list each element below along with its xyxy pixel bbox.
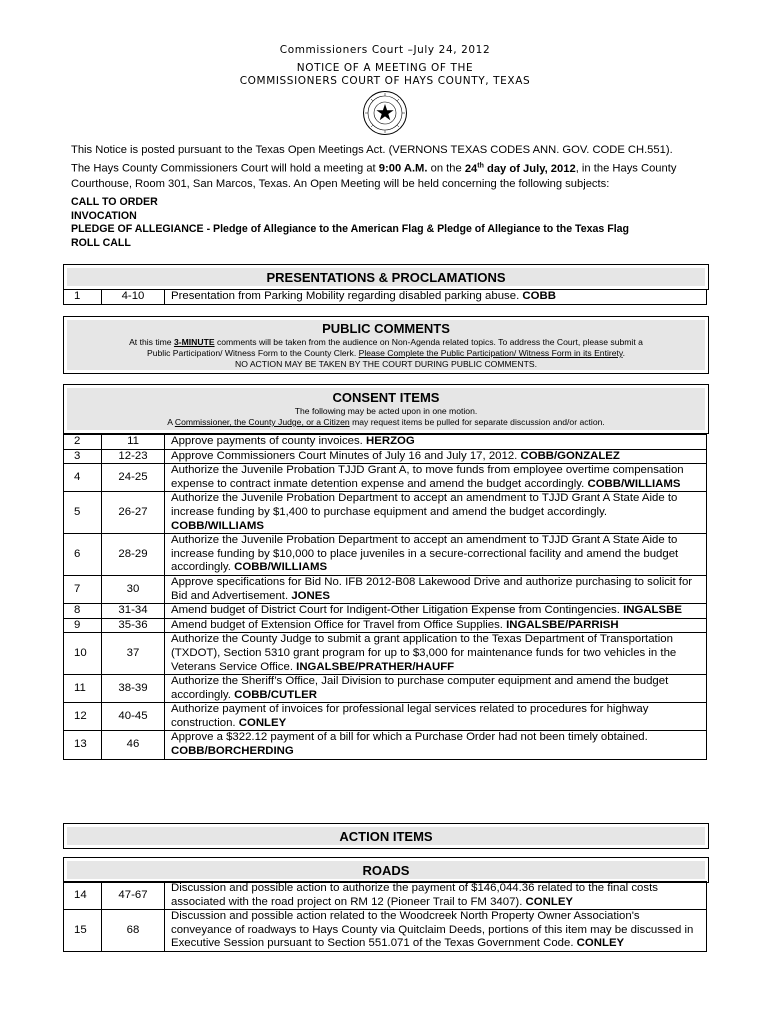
item-sponsor: COBB/BORCHERDING	[171, 745, 294, 758]
item-sponsor: COBB/WILLIAMS	[234, 561, 328, 574]
item-number: 5	[64, 492, 102, 534]
item-description	[165, 534, 707, 576]
item-description	[165, 464, 707, 492]
consent-items-header	[63, 384, 709, 434]
item-description	[165, 731, 707, 759]
item-pages: 38-39	[102, 675, 165, 703]
roads-title: ROADS	[362, 863, 410, 878]
item-description	[165, 633, 707, 675]
public-comments-title: PUBLIC COMMENTS	[322, 321, 450, 336]
item-sponsor: COBB/CUTLER	[234, 688, 318, 701]
item-text: Amend budget of Extension Office for Travel from Office Supplies.	[171, 618, 507, 631]
item-sponsor: CONLEY	[576, 937, 625, 950]
item-pages: 31-34	[102, 604, 165, 619]
agenda-item-row	[64, 575, 707, 603]
agenda-item-row	[64, 449, 707, 464]
item-number: 8	[64, 604, 102, 619]
action-items-title: ACTION ITEMS	[339, 829, 433, 844]
item-description	[165, 675, 707, 703]
item-description	[165, 882, 707, 910]
item-text: Amend budget of District Court for Indigent-Other Litigation Expense from Contingencies.	[171, 604, 624, 617]
presentations-table	[63, 289, 707, 305]
notice-line-1: This Notice is posted pursuant to the Texas Open Meetings Act. (VERNONS TEXAS CODES ANN. GOV. CODE CH.551).	[71, 144, 673, 156]
agenda-item-row	[64, 675, 707, 703]
notice-text: , in the Hays County	[575, 162, 677, 175]
item-pages: 4-10	[102, 290, 165, 305]
item-number: 3	[64, 449, 102, 464]
public-comments-header	[63, 316, 709, 374]
item-number: 2	[64, 435, 102, 450]
item-number: 12	[64, 703, 102, 731]
agenda-item-row	[64, 633, 707, 675]
agenda-item-row	[64, 703, 707, 731]
notice-line-2	[71, 158, 711, 177]
item-description	[165, 618, 707, 633]
item-number: 1	[64, 290, 102, 305]
agenda-item-row	[64, 604, 707, 619]
item-pages: 24-25	[102, 464, 165, 492]
comment-form-note: Please Complete the Public Participation/ Witness Form in its Entirety	[358, 348, 623, 358]
item-number: 15	[64, 910, 102, 952]
county-seal-icon	[362, 90, 408, 136]
notice-text: on the	[427, 162, 465, 175]
item-sponsor: INGALSBE/PRATHER/HAUFF	[296, 660, 455, 673]
item-description	[165, 910, 707, 952]
item-text: Authorize the County Judge to submit a grant application to the Texas Department of Transportation (TXDOT), Section 5310 grant program for up to $3,000 for maintenance funds for two vehicles in the Veterans Service Office.	[171, 633, 677, 673]
item-number: 9	[64, 618, 102, 633]
header-line-3: COMMISSIONERS COURT OF HAYS COUNTY, TEXAS	[239, 75, 531, 87]
call-to-order: CALL TO ORDER	[71, 196, 158, 208]
item-number: 13	[64, 731, 102, 759]
item-number: 11	[64, 675, 102, 703]
item-text: Authorize the Juvenile Probation TJJD Grant A, to move funds from employee overtime compensation expense to contract inmate detention expense and amend the budget accordingly.	[171, 464, 684, 490]
item-pages: 30	[102, 575, 165, 603]
consent-line-2	[64, 417, 708, 428]
item-sponsor: CONLEY	[525, 895, 574, 908]
public-comments-line-3: NO ACTION MAY BE TAKEN BY THE COURT DURING PUBLIC COMMENTS.	[235, 359, 537, 369]
agenda-item-row	[64, 910, 707, 952]
roads-header	[63, 857, 709, 883]
item-sponsor: CONLEY	[238, 716, 287, 729]
agenda-item-row	[64, 534, 707, 576]
consent-text: A	[167, 417, 175, 427]
item-pages: 40-45	[102, 703, 165, 731]
invocation: INVOCATION	[71, 209, 137, 222]
item-description	[165, 290, 707, 305]
item-pages: 47-67	[102, 882, 165, 910]
comment-text: .	[622, 348, 625, 358]
item-pages: 46	[102, 731, 165, 759]
item-sponsor: COBB/WILLIAMS	[171, 519, 265, 532]
comment-time-limit: 3-MINUTE	[173, 337, 215, 347]
item-sponsor: COBB	[522, 290, 556, 302]
roll-call: ROLL CALL	[71, 236, 131, 249]
item-number: 6	[64, 534, 102, 576]
agenda-item-row	[64, 492, 707, 534]
public-comments-line-2	[64, 348, 708, 359]
item-text: Authorize the Sheriff’s Office, Jail Division to purchase computer equipment and amend the budget accordingly.	[171, 675, 669, 701]
comment-text: At this time	[129, 337, 174, 347]
comment-text: Public Participation/ Witness Form to the County Clerk.	[147, 348, 359, 358]
agenda-item-row	[64, 464, 707, 492]
item-pages: 35-36	[102, 618, 165, 633]
item-number: 4	[64, 464, 102, 492]
item-text: Authorize the Juvenile Probation Department to accept an amendment to TJJD Grant A State Aide to increase funding by $1,400 to purchase equipment and amend the budget accordingly.	[171, 492, 678, 518]
meeting-time: 9:00 A.M.	[378, 162, 428, 175]
item-pages: 68	[102, 910, 165, 952]
item-text: Authorize the Juvenile Probation Department to accept an amendment to TJJD Grant A State Aide to increase funding by $10,000 to place juveniles in a secure-correctional facility and amend the budget accordingly.	[171, 534, 679, 574]
item-number: 14	[64, 882, 102, 910]
item-description	[165, 575, 707, 603]
item-pages: 11	[102, 435, 165, 450]
item-text: Discussion and possible action related to the Woodcreek North Property Owner Association's conveyance of roadways to Hays County via Quitclaim Deeds, portions of this item may be discussed in Executive Session pursuant to Section 551.071 of the Texas Government Code.	[171, 910, 694, 950]
public-comments-line-1	[64, 337, 708, 348]
consent-text: may request items be pulled for separate discussion and/or action.	[349, 417, 605, 427]
item-text: Approve payments of county invoices.	[171, 435, 367, 447]
agenda-item-row	[64, 731, 707, 759]
agenda-item-row	[64, 290, 707, 305]
item-pages: 12-23	[102, 449, 165, 464]
item-sponsor: INGALSBE/PARRISH	[506, 618, 619, 631]
pledge-of-allegiance: PLEDGE OF ALLEGIANCE - Pledge of Allegiance to the American Flag & Pledge of Allegiance to the Texas Flag	[71, 223, 630, 235]
item-sponsor: JONES	[291, 589, 330, 602]
header-line-2: NOTICE OF A MEETING OF THE	[296, 62, 474, 74]
notice-paragraph	[71, 143, 711, 192]
item-sponsor: COBB/GONZALEZ	[520, 449, 620, 462]
presentations-title: PRESENTATIONS & PROCLAMATIONS	[266, 270, 506, 285]
item-description	[165, 435, 707, 450]
item-text: Approve a $322.12 payment of a bill for which a Purchase Order had not been timely obtained.	[171, 731, 648, 744]
item-description	[165, 703, 707, 731]
consent-items-table	[63, 434, 707, 760]
item-description	[165, 449, 707, 464]
item-text: Presentation from Parking Mobility regarding disabled parking abuse.	[171, 290, 523, 302]
day-suffix: th	[477, 162, 484, 169]
item-pages: 28-29	[102, 534, 165, 576]
header-line-1: Commissioners Court –July 24, 2012	[279, 44, 491, 56]
item-number: 10	[64, 633, 102, 675]
presentations-header	[63, 264, 709, 290]
item-text: Approve Commissioners Court Minutes of July 16 and July 17, 2012.	[171, 449, 521, 462]
roads-table	[63, 881, 707, 952]
consent-line-1: The following may be acted upon in one motion.	[294, 406, 478, 416]
agenda-item-row	[64, 882, 707, 910]
notice-text: The Hays County Commissioners Court will hold a meeting at	[71, 162, 379, 175]
item-description	[165, 492, 707, 534]
item-pages: 26-27	[102, 492, 165, 534]
item-text: Discussion and possible action to authorize the payment of $146,044.36 related to the final costs associated with the road project on RM 12 (Pioneer Trail to FM 3407).	[171, 882, 658, 908]
item-sponsor: HERZOG	[366, 435, 415, 447]
meeting-day: 24	[464, 162, 478, 175]
comment-text: comments will be taken from the audience on Non-Agenda related topics. To address the Court, please submit a	[214, 337, 643, 347]
consent-items-title: CONSENT ITEMS	[332, 390, 440, 405]
item-sponsor: COBB/WILLIAMS	[587, 477, 681, 490]
item-sponsor: INGALSBE	[623, 604, 682, 617]
item-text: Approve specifications for Bid No. IFB 2012-B08 Lakewood Drive and authorize purchasing to solicit for Bid and Advertisement.	[171, 575, 693, 602]
action-items-header	[63, 823, 709, 849]
consent-requesters: Commissioner, the County Judge, or a Citizen	[174, 417, 350, 427]
item-pages: 37	[102, 633, 165, 675]
agenda-item-row	[64, 618, 707, 633]
agenda-item-row	[64, 435, 707, 450]
meeting-date: day of July, 2012	[483, 162, 576, 175]
notice-line-3: Courthouse, Room 301, San Marcos, Texas. An Open Meeting will be held concerning the following subjects:	[71, 177, 610, 190]
item-number: 7	[64, 575, 102, 603]
opening-items	[71, 196, 629, 250]
item-text: Authorize payment of invoices for professional legal services related to procedures for highway construction.	[171, 703, 649, 729]
item-description	[165, 604, 707, 619]
